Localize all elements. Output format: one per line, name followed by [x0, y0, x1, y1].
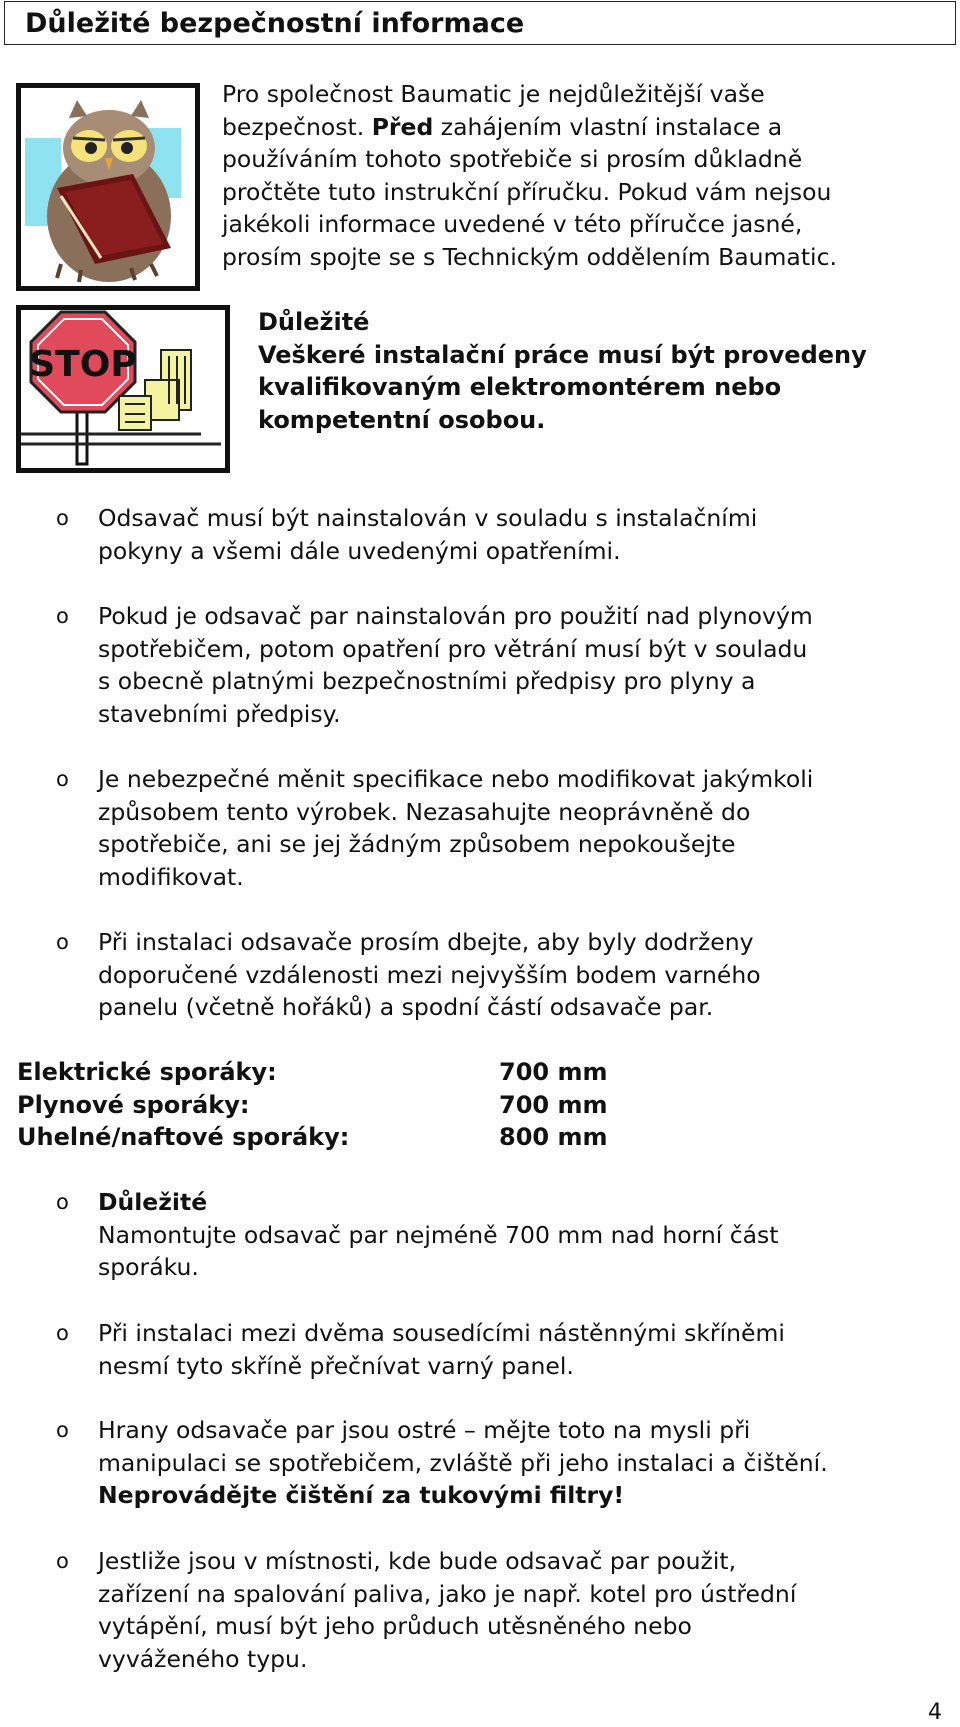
- stop-sign-text: STOP: [29, 344, 137, 385]
- distance-label: Plynové sporáky:: [17, 1090, 250, 1119]
- intro-line: pročtěte tuto instrukční příručku. Pokud vám nejsou: [222, 177, 832, 206]
- bullet-marker: o: [56, 604, 69, 628]
- stop-sign-illustration: [16, 305, 230, 473]
- page-heading: Důležité bezpečnostní informace: [4, 1, 956, 45]
- distance-value: 700 mm: [499, 1058, 608, 1086]
- bullet-line: Při instalaci mezi dvěma sousedícími nástěnnými skříněmi: [98, 1319, 785, 1347]
- bullet-line: nesmí tyto skříně přečnívat varný panel.: [98, 1351, 574, 1380]
- intro-line: používáním tohoto spotřebiče si prosím důkladně: [222, 145, 803, 173]
- bullet-line: s obecně platnými bezpečnostními předpisy pro plyny a: [98, 667, 756, 695]
- bullet-marker: o: [56, 767, 69, 791]
- distance-table: [17, 1056, 717, 1154]
- owl-reading-illustration: [16, 83, 200, 291]
- bullet-line: Odsavač musí být nainstalován v souladu s instalačními: [98, 504, 758, 532]
- bullet-marker: o: [56, 506, 69, 530]
- bullet-marker: o: [56, 1190, 69, 1214]
- owl-icon: [21, 88, 195, 286]
- bullet-line: Pokud je odsavač par nainstalován pro použití nad plynovým: [98, 602, 813, 630]
- important-line: kvalifikovaným elektromontérem nebo: [258, 373, 782, 401]
- bullet-marker: o: [56, 930, 69, 954]
- bullet-line: Namontujte odsavač par nejméně 700 mm nad horní část: [98, 1220, 779, 1249]
- stop-sign-icon: [21, 310, 225, 468]
- bullet-line: Při instalaci odsavače prosím dbejte, aby byly dodrženy: [98, 928, 754, 956]
- bullet-important-title: Důležité: [98, 1188, 208, 1216]
- intro-line: bezpečnost.: [222, 112, 372, 141]
- distance-row: [17, 1056, 717, 1089]
- bullet-marker: o: [56, 1418, 69, 1442]
- bullet-marker: o: [56, 1321, 69, 1345]
- distance-row: [17, 1089, 717, 1122]
- important-notice: [258, 306, 948, 436]
- distance-row: [17, 1121, 717, 1154]
- bullet-line: manipulaci se spotřebičem, zvláště při jeho instalaci a čištění.: [98, 1448, 828, 1477]
- page-number: 4: [928, 1700, 942, 1725]
- bullet-line: doporučené vzdálenosti mezi nejvyšším bodem varného: [98, 960, 761, 989]
- intro-line: zahájením vlastní instalace a: [433, 112, 783, 141]
- bullet-line: zařízení na spalování paliva, jako je např. kotel pro ústřední: [98, 1579, 797, 1608]
- bullet-line: Je nebezpečné měnit specifikace nebo modifikovat jakýmkoli: [98, 765, 814, 793]
- bullet-line: Hrany odsavače par jsou ostré – mějte toto na mysli při: [98, 1416, 751, 1444]
- bullet-bold-warning: Neprovádějte čištění za tukovými filtry!: [98, 1481, 625, 1509]
- important-line: kompetentní osobou.: [258, 405, 546, 434]
- important-title: Důležité: [258, 308, 370, 336]
- distance-value: 800 mm: [499, 1123, 608, 1151]
- intro-line: prosím spojte se s Technickým oddělením Baumatic.: [222, 242, 837, 271]
- bullet-line: stavebními předpisy.: [98, 699, 341, 728]
- distance-value: 700 mm: [499, 1090, 608, 1119]
- distance-label: Uhelné/naftové sporáky:: [17, 1123, 350, 1151]
- bullet-line: Jestliže jsou v místnosti, kde bude odsavač par použit,: [98, 1547, 737, 1575]
- bullet-line: sporáku.: [98, 1253, 199, 1281]
- intro-paragraph: [222, 78, 942, 273]
- bullet-line: panelu (včetně hořáků) a spodní částí odsavače par.: [98, 993, 714, 1021]
- bullet-line: modifikovat.: [98, 862, 244, 891]
- distance-label: Elektrické sporáky:: [17, 1058, 277, 1086]
- bullet-line: spotřebiče, ani se jej žádným způsobem nepokoušejte: [98, 830, 736, 858]
- bullet-line: vyváženého typu.: [98, 1644, 308, 1673]
- intro-line: jakékoli informace uvedené v této příručce jasné,: [222, 210, 803, 238]
- bullet-marker: o: [56, 1549, 69, 1573]
- intro-bold-word: Před: [371, 112, 434, 141]
- bullet-line: způsobem tento výrobek. Nezasahujte neoprávněně do: [98, 797, 751, 826]
- important-line: Veškeré instalační práce musí být provedeny: [258, 340, 867, 369]
- bullet-line: vytápění, musí být jeho průduch utěsněného nebo: [98, 1612, 692, 1640]
- bullet-line: spotřebičem, potom opatření pro větrání musí být v souladu: [98, 634, 808, 663]
- intro-line: Pro společnost Baumatic je nejdůležitější vaše: [222, 80, 765, 108]
- bullet-line: pokyny a všemi dále uvedenými opatřeními.: [98, 536, 621, 565]
